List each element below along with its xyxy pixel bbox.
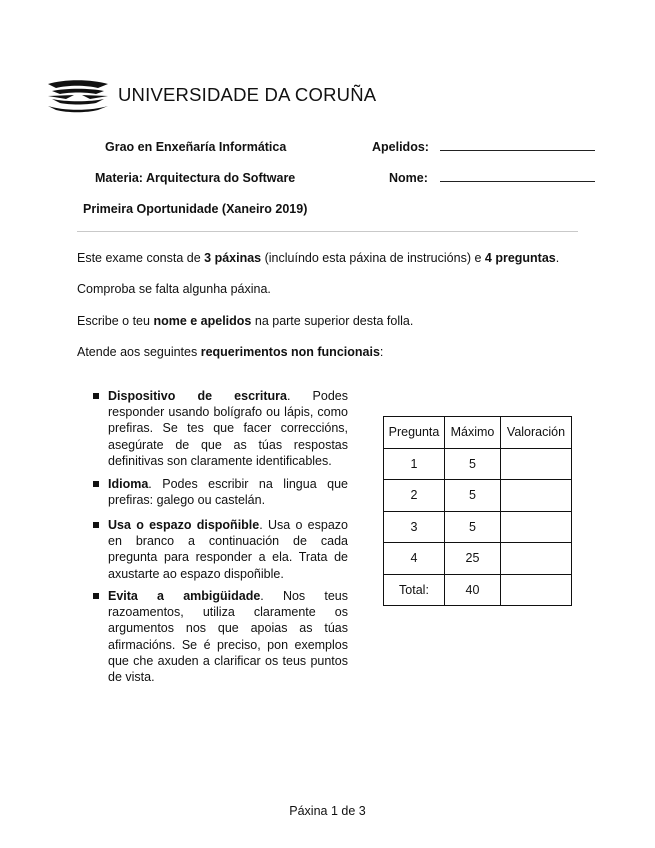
total-max: 40 (445, 574, 501, 606)
max-cell: 5 (445, 448, 501, 480)
table-row (384, 480, 572, 512)
degree-title: Grao en Enxeñaría Informática (105, 140, 287, 154)
total-label: Total: (384, 574, 445, 606)
table-row (384, 511, 572, 543)
intro-pages: Este exame consta de 3 páxinas (incluíndo esta páxina de instrucións) e 4 preguntas. (77, 251, 560, 265)
requirement-item: Usa o espazo dispoñible. Usa o espazo en branco a continuación de cada pregunta para responder a ela. Trata de axustarte ao espazo dispoñible. (108, 517, 348, 582)
name-field[interactable] (440, 181, 595, 182)
subject-title: Materia: Arquitectura do Software (95, 171, 296, 185)
table-total-row (384, 574, 572, 606)
header-max: Máximo (445, 417, 501, 449)
question-cell: 3 (384, 511, 445, 543)
max-cell: 5 (445, 511, 501, 543)
score-cell[interactable] (501, 543, 572, 575)
score-table (383, 416, 572, 606)
surname-field[interactable] (440, 150, 595, 151)
intro-check: Comproba se falta algunha páxina. (77, 282, 271, 296)
bullet-icon (93, 393, 99, 399)
max-cell: 5 (445, 480, 501, 512)
bullet-icon (93, 481, 99, 487)
university-emblem-icon (46, 78, 116, 114)
score-cell[interactable] (501, 511, 572, 543)
total-score-cell[interactable] (501, 574, 572, 606)
surname-label: Apelidos: (372, 140, 429, 154)
max-cell: 25 (445, 543, 501, 575)
bullet-icon (93, 593, 99, 599)
header-question: Pregunta (384, 417, 445, 449)
intro-requirements: Atende aos seguintes requerimentos non funcionais: (77, 345, 384, 359)
exam-title: Primeira Oportunidade (Xaneiro 2019) (83, 202, 308, 216)
table-row (384, 543, 572, 575)
requirement-item: Idioma. Podes escribir na lingua que prefiras: galego ou castelán. (108, 476, 348, 508)
name-label: Nome: (389, 171, 428, 185)
score-cell[interactable] (501, 480, 572, 512)
bullet-icon (93, 522, 99, 528)
requirement-item: Evita a ambigüidade. Nos teus razoamentos, utiliza claramente os argumentos nos que apoias as túas afirmacións. Se é preciso, pon exemplos que che axuden a clarificar os teus puntos de vista. (108, 588, 348, 685)
table-header-row (384, 417, 572, 449)
university-name: UNIVERSIDADE DA CORUÑA (118, 84, 377, 105)
question-cell: 1 (384, 448, 445, 480)
requirement-item: Dispositivo de escritura. Podes responder usando bolígrafo ou lápis, como prefiras. Se tes que facer correccións, asegúrate de que as túas respostas definitivas son claramente identificables. (108, 388, 348, 469)
header-score: Valoración (501, 417, 572, 449)
divider (77, 231, 578, 232)
page-number: Páxina 1 de 3 (289, 804, 366, 818)
table-row (384, 448, 572, 480)
intro-name: Escribe o teu nome e apelidos na parte superior desta folla. (77, 314, 414, 328)
question-cell: 2 (384, 480, 445, 512)
score-cell[interactable] (501, 448, 572, 480)
question-cell: 4 (384, 543, 445, 575)
